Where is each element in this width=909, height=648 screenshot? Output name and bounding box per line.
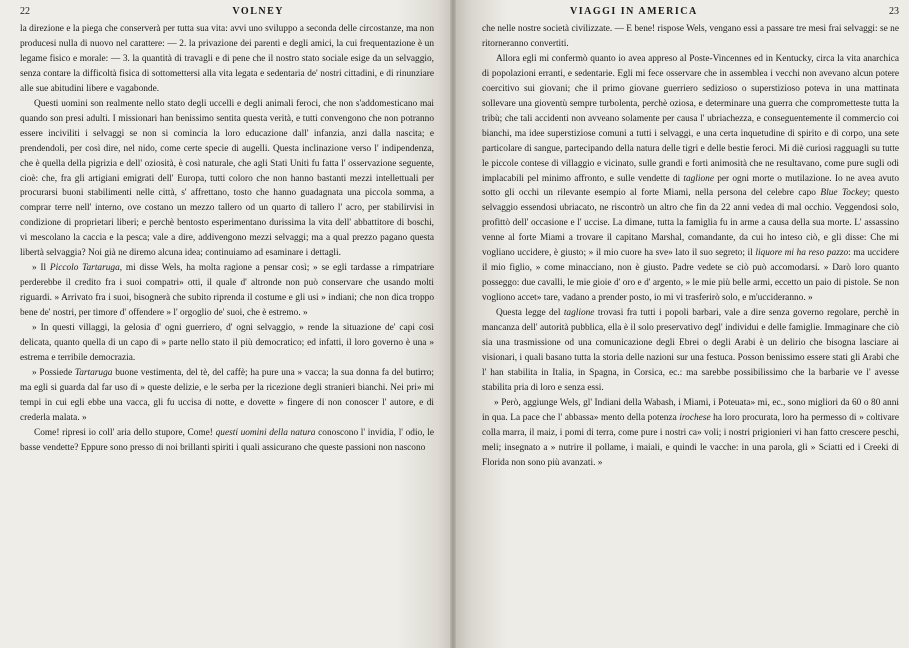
text-run: per ogni morte o mutilazione. Io ne avea avuto sotto gli occhi un rilevante esempio al forte Miami, nella persona del celebre capo [482, 173, 900, 199]
italic-text: Blue Tockey [820, 188, 868, 199]
italic-text: Piccolo Tartaruga [49, 263, 120, 274]
left-page-text [20, 22, 434, 456]
text-run: trovasi fra tutti i popoli barbari, vale a dire senza governo regolare, perchè in mancanza dell' autorità pubblica, ella è il solo preservativo degl' individui e delle famiglie. Immaginare che ciò sia una trasmissione od una comunicazione degli Ebrei o degli Arabi è un delirio che bisogna lasciare ai visionari, i quali basano tutta la storia delle nazioni sur una festuca. Posson benissimo essere stati gli Arabi che l' han stabilita in Italia, in Spagna, in Corsica, ec.: ma sarebbe possibilissimo che la barbarie ve l' avesse stabilita pria di loro e senza essi. [482, 308, 899, 393]
text-run: » Possiede [32, 367, 75, 378]
book-gutter [450, 0, 456, 648]
text-run: ha loro procurata, loro ha permesso di » coltivare colla marra, il maiz, i pomi di terra, come pure i nostri ca» voli; i nostri prigionieri vi han fatto crescere peschi, meli; insegnato a » nutrire il pollame, i maiali, e quindi le vacche: in una parola, gli » Sciatti ed i Creeki di Florida non sono più avanzati. » [482, 412, 899, 468]
text-run: Allora egli mi confermò quanto io avea appreso al Poste-Vincennes ed in Kentucky, circa la vita anarchica di popolazioni erranti, e sedentarie. Egli mi fece osservare che in assemblea i vecchi non avevano alcun potere coercitivo sui giovani; che il primo giovane guerriero sedizioso o superstizioso poteva in una mattinata sollevare una gioventù sempre turbolenta, perchè oziosa, e determinare una guerra che comprometteste tutta la tribù; che tali accidenti non avveano solamente per causa l' ubriachezza, e conseguentemente il commercio coi bianchi, ma idee superstiziose comuni a tutti i selvaggi, e una certa inquetudine di spirito e di corpo, una sete particolare di sangue, partecipando della natura delle tigri e delle bestie feroci. Mi diè curiosi ragguagli su tutte le piccole contese di villaggio e vicinato, sulle grandi e forti animosità che ne resultavano, come pure sugli odi implacabili pel minimo affronto, e sulle vendette di [482, 53, 899, 184]
right-page-header [482, 6, 899, 17]
left-page [0, 0, 452, 648]
paragraph [482, 306, 899, 396]
paragraph: la direzione e la piega che conserverà per tutta sua vita: avvi uno sviluppo a seconda delle circostanze, ma non producesi nulla di nuovo nel carattere: — 2. la privazione dei parenti e degli amici, la cui frequentazione è un legame fisico e morale: — 3. la quantità di travagli e di pene che il nostro stato sociale esige da un selvaggio, senza contare la difficoltà fisica di sottomettersi alla vita legata e sedentaria de' nostri cittadini, e di rinunziare alle sue abitudini libere e vagabonde. [20, 24, 434, 94]
quoted-paragraph [20, 261, 434, 321]
text-run: » Il [32, 263, 50, 274]
right-page [452, 0, 909, 648]
text-run: ; questo selvaggio essendosi ubriacato, ne riscontrò un altro che fin da 22 anni vedea di mal occhio. Veggendosi solo, profittò dell' occasione e l' uccise. La dimane, tutta la famiglia fu in arme a causa della sua morte. L' assassino venne al forte Miami a trovare il capitano Marshal, comandante, da cui ho inteso ciò, e gli disse: Che mi vogliano uccidere, è giusto; » il mio cuore ha sve» lato il suo segreto; il [482, 188, 900, 259]
italic-text: taglione [683, 173, 714, 184]
paragraph [482, 52, 899, 306]
text-run: » Però, aggiunge Wels, gl' Indiani della Wabash, i Miami, i Poteuata» mi, ec., sono migliori da 60 o 80 anni in qua. La pace che l' abbassa» mento della potenza [482, 397, 899, 423]
text-run: Come! ripresi io coll' aria dello stupore, Come! [34, 427, 216, 438]
paragraph: Questi uomini son realmente nello stato degli uccelli e degli animali feroci, che non s'addomesticano mai quando son presi adulti. I missionari han benissimo sentita questa verità, e tutti convengono che non potranno essere inciviliti i selvaggi se non si comincia la loro educazione dall' infanzia, anzi dalla nascita; e prendendoli, per così dire, nel nido, come certe specie di augelli. Questa inclinazione verso l' indipendenza, che è quella della pigrizia e dell' oziosità, è così naturale, che agli Stati Uniti fu fatta l' osservazione seguente, cioè: che, fra gli artigiani emigrati dell' Europa, tutti coloro che non hanno bastanti mezzi intellettuali per procurarsi buoni stabilimenti nelle città, s' affrettano, tosto che hanno guadagnata una piccola somma, a comprar terre nell' interno, ove costano un mezzo tallero od un quarto di tallero l' acro, per stabilirvisi in condizione di proprietari liberi; e perchè bentosto esperimentano durissima la vita dell' abbattitore di boschi, vi mescolano la caccia e la pesca; vale a dire, addivengono mezzi selvaggi; ma a qual prezzo pagano questa libertà selvaggia? Noi già ne diremo alcuna idea; continuiamo ad esaminare i dettagli. [20, 98, 434, 259]
paragraph: che nelle nostre società civilizzate. — E bene! rispose Wels, vengano essi a passare tre mesi frai selvaggi: se ne ritorneranno convertiti. [482, 24, 899, 49]
page-number: 22 [20, 6, 30, 17]
text-run: , mi disse Wels, ha molta ragione a pensar così; » se egli tardasse a rimpatriare perderebbe il credito fra i suoi compatri» otti, il quale d' altronde non può conservare che usando molti riguardi. » Arrivato fra i suoi, bisognerà che subito riprenda il costume e gli usi » indiani; che non dica troppo bene de' nostri, per timore d' offendere » l' orgoglio de' suoi, che è estremo. » [20, 263, 434, 319]
italic-text: Tartaruga [74, 367, 113, 378]
quoted-paragraph [482, 396, 899, 471]
text-run: Questa legge del [496, 308, 564, 319]
italic-text: questi uomini della natura [215, 427, 316, 438]
right-page-text [482, 22, 899, 471]
italic-text: taglione [563, 308, 595, 319]
quoted-paragraph: » In questi villaggi, la gelosia d' ogni guerriero, d' ogni selvaggio, » rende la situazione de' capi così delicata, quanto quella di un capo di » parte nello stato il più democratico; ed infatti, il loro governo è una » estrema e terribile democrazia. [20, 323, 434, 363]
left-page-header [20, 6, 434, 17]
page-number: 23 [889, 6, 899, 17]
running-head: VOLNEY [232, 6, 284, 17]
quoted-paragraph [20, 366, 434, 426]
italic-text: liquore mi ha reso pazzo [755, 248, 849, 259]
text-run: buone vestimenta, del tè, del caffè; ha pure una » vacca; la sua donna fa del butirro; ma egli si guarda dal far uso di » queste delizie, e le serba per la ricezione degli stranieri bianchi. Nei pri» mi tempi in cui egli ebbe una vacca, gli fu uccisa di notte, e dovette » fingere di non conoscer l' autore, e di crederla malata. » [20, 367, 434, 423]
text-run: conoscono l' invidia, l' odio, le basse vendette? Eppure sono presso di noi brillanti spiriti i quali assicurano che queste passioni non nascono [20, 427, 435, 453]
italic-text: irochese [679, 412, 711, 423]
text-run: : ma uccidere il mio figlio, » come minacciano, non è giusto. Padre vedete se ciò può accomodarsi. » Darò loro quanto posseggo: due cavalli, le mie gioie d' oro e d' argento, » le mie più belle armi, eccetto un paio di pistole. Se non vogliono accet» tare, vadano a prender posto, io mi vi trasferirò solo, e m'uccideranno. » [482, 248, 899, 304]
paragraph [20, 426, 434, 456]
running-head: VIAGGI IN AMERICA [570, 6, 698, 17]
